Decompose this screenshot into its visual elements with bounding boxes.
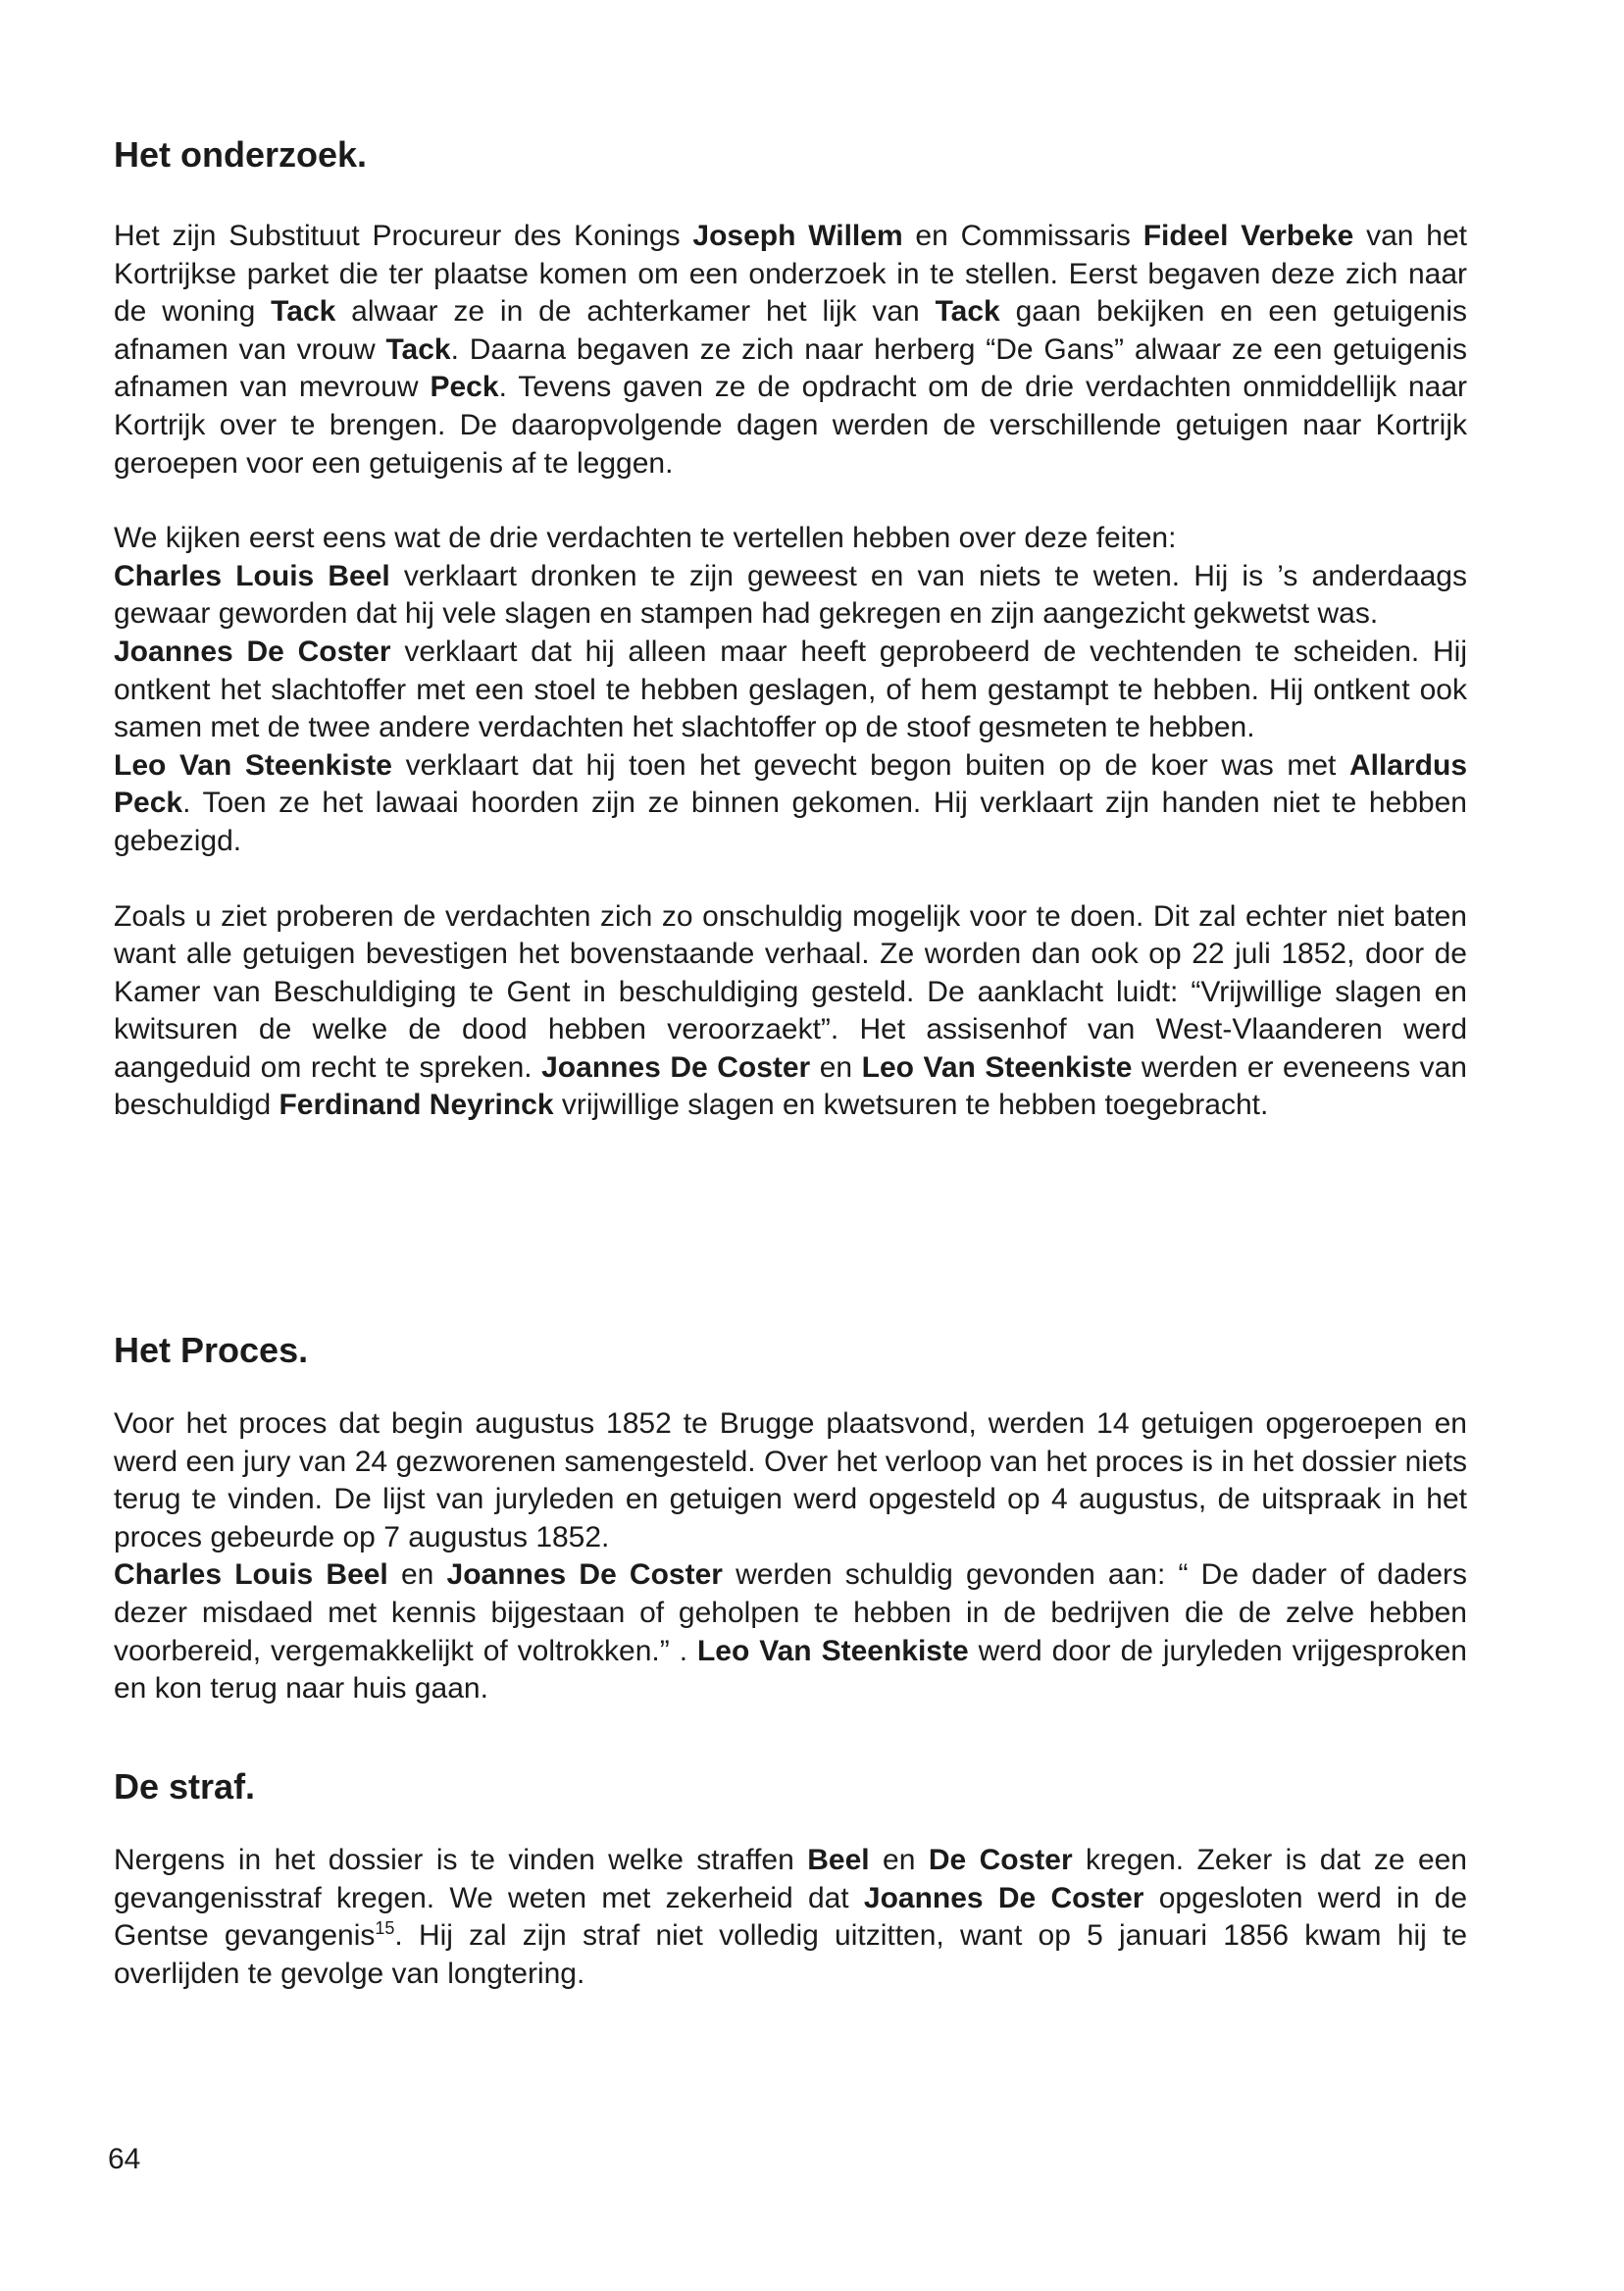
section-de-straf — [114, 1765, 1467, 1993]
bold-name: Leo Van Steenkiste — [861, 1050, 1133, 1084]
section-het-onderzoek — [114, 133, 1467, 1125]
bold-name: De Coster — [928, 1844, 1073, 1876]
text-run: . Tevens gaven ze de opdracht om de drie verdachten onmiddellijk naar Kortrijk over te brengen. De daaropvolgende dagen werden de verschillende getuigen naar Kortrijk geroepen voor een getuigenis af te leggen. — [114, 371, 1467, 480]
bold-name: Tack — [385, 332, 451, 366]
text-run: werden schuldig gevonden aan: “ De dader of daders dezer misdaed met kennis bijgestaan of geholpen te hebben in de bedrijven die de zelve hebben voorbereid, vergemakkelijkt of voltrokken.” . — [114, 1558, 1468, 1667]
bold-name: Charles Louis Beel — [114, 1558, 388, 1592]
page-number: 64 — [108, 2143, 141, 2175]
paragraph — [114, 218, 1467, 483]
text-run: en — [387, 1558, 447, 1592]
bold-name: Leo Van Steenkiste — [114, 748, 392, 782]
bold-name: Joannes De Coster — [114, 635, 391, 668]
text-run: en — [810, 1050, 862, 1084]
section-heading: De straf. — [114, 1766, 256, 1807]
text-run: verklaart dat hij toen het gevecht begon buiten op de koer was met — [391, 748, 1349, 782]
bold-name: Allardus Peck — [114, 748, 1467, 820]
footnote-ref: 15 — [375, 1918, 395, 1939]
text-run: . Daarna begaven ze zich naar herberg “De Gans” alwaar ze een getuigenis afnamen van mevrouw — [114, 332, 1467, 404]
text-run: werd door de juryleden vrijgesproken en kon terug naar huis gaan. — [114, 1634, 1467, 1706]
text-run: kregen. Zeker is dat ze een gevangenisstraf kregen. We weten met zekerheid dat — [114, 1844, 1467, 1914]
bold-name: Ferdinand Neyrinck — [279, 1089, 554, 1122]
paragraph — [114, 520, 1467, 860]
text-run: werden er eveneens van beschuldigd — [114, 1050, 1467, 1122]
text-run: van het Kortrijkse parket die ter plaatse komen om een onderzoek in te stellen. Eerst begaven deze zich naar de woning — [114, 220, 1467, 329]
text-run: Zoals u ziet proberen de verdachten zich zo onschuldig mogelijk voor te doen. Dit zal echter niet baten want alle getuigen bevestigen het bovenstaande verhaal. Ze worden dan ook op 22 juli 1852, door de Kamer van Beschuldiging te Gent in beschuldiging gesteld. De aanklacht luidt: “Vrijwillige slagen en kwitsuren de welke de dood hebben veroorzaekt”. Het assisenhof van West-Vlaanderen werd aangeduid om recht te spreken. — [114, 899, 1467, 1084]
text-run: verklaart dat hij alleen maar heeft geprobeerd de vechtenden te scheiden. Hij ontkent het slachtoffer met een stoel te hebben geslagen, of hem gestampt te hebben. Hij ontkent ook samen met de twee andere verdachten het slachtoffer op de stoof gesmeten te hebben. — [114, 635, 1467, 744]
text-run: Het zijn Substituut Procureur des Konings — [114, 220, 693, 252]
text-run: vrijwillige slagen en kwetsuren te hebben toegebracht. — [553, 1089, 1269, 1122]
section-heading: Het onderzoek. — [114, 134, 368, 175]
paragraph — [114, 898, 1467, 1126]
bold-name: Beel — [807, 1844, 870, 1876]
bold-name: Charles Louis Beel — [114, 559, 390, 592]
text-run: Voor het proces dat begin augustus 1852 te Brugge plaatsvond, werden 14 getuigen opgeroepen en werd een jury van 24 gezworenen samengesteld. Over het verloop van het proces is in het dossier niets terug te vinden. De lijst van juryleden en getuigen werd opgesteld op 4 augustus, de uitspraak in het proces gebeurde op 7 augustus 1852. — [114, 1407, 1467, 1553]
text-run: . Hij zal zijn straf niet volledig uitzitten, want op 5 januari 1856 kwam hij te overlijden te gevolge van longtering. — [114, 1919, 1468, 1990]
text-run: We kijken eerst eens wat de drie verdachten te vertellen hebben over deze feiten: — [114, 522, 1177, 555]
paragraph — [114, 1842, 1467, 1993]
bold-name: Peck — [430, 371, 499, 404]
bold-name: Joannes De Coster — [863, 1881, 1144, 1914]
text-run: alwaar ze in de achterkamer het lijk van — [335, 295, 936, 329]
bold-name: Fideel Verbeke — [1142, 220, 1354, 252]
text-run: en — [869, 1844, 929, 1876]
text-run: en Commissaris — [902, 220, 1143, 252]
paragraph — [114, 1405, 1467, 1708]
text-run: . Toen ze het lawaai hoorden zijn ze binnen gekomen. Hij verklaart zijn handen niet te hebben gebezigd. — [114, 787, 1467, 857]
text-run: verklaart dronken te zijn geweest en van niets te weten. Hij is ’s anderdaags gewaar geworden dat hij vele slagen en stampen had gekregen en zijn aangezicht gekwetst was. — [114, 559, 1467, 631]
bold-name: Tack — [935, 295, 1000, 329]
text-run: gaan bekijken en een getuigenis afnamen van vrouw — [114, 295, 1468, 366]
text-run: Nergens in het dossier is te vinden welke straffen — [114, 1844, 808, 1876]
bold-name: Joannes De Coster — [541, 1050, 811, 1084]
text-run: opgesloten werd in de Gentse gevangenis — [114, 1881, 1468, 1953]
bold-name: Tack — [271, 295, 336, 329]
section-heading: Het Proces. — [114, 1330, 309, 1370]
section-het-proces — [114, 1329, 1467, 1708]
bold-name: Joannes De Coster — [446, 1558, 723, 1592]
bold-name: Joseph Willem — [692, 220, 903, 252]
bold-name: Leo Van Steenkiste — [696, 1634, 969, 1667]
